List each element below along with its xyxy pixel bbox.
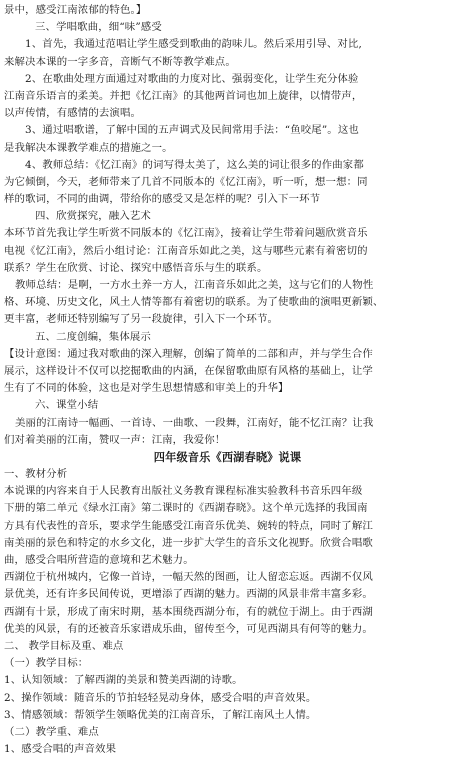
text-line: 美丽的江南诗一幅画、一首诗、一曲歌、一段舞，江南好，能不忆江南？让我	[15, 416, 374, 429]
text-line: 3、情感领域：帮领学生领略优美的江南音乐，了解江南风土人情。	[4, 708, 317, 721]
text-line: 景优美，还有许多民间传说，更增添了西湖的魅力。西湖的风景非常丰富多彩。	[4, 588, 373, 601]
text-line: 下册的第二单元《绿水江南》第二课时的《西湖春晓》。这个单元选择的我国南	[4, 502, 368, 515]
text-line: 更丰富，老师还特别编写了另一段旋律，引入下一个环节。	[4, 313, 279, 326]
text-line: 景中，感受江南浓郁的特色。】	[4, 4, 147, 16]
text-line: 江南音乐语言的柔美。并把《忆江南》的其他两首词也加上旋律，以情带声，	[4, 89, 363, 102]
text-line: 【设计意图：通过我对歌曲的深入理解，创编了简单的二部和声，并与学生合作	[4, 347, 373, 360]
text-line: 曲，感受合唱所营造的意境和艺术魅力。	[4, 554, 194, 566]
text-line: 3、通过唱歌谱，了解中国的五声调式及民间常用手法：“鱼咬尾”。这也	[25, 124, 359, 137]
section-title: 四年级音乐《西湖春晓》说课	[153, 449, 302, 464]
text-line: （二）教学重、难点	[4, 725, 99, 738]
text-line: （一）教学目标：	[4, 657, 89, 670]
text-line: 四、欣赏探究，融入艺术	[35, 210, 151, 223]
text-line: 展示，这样设计不仅可以挖掘歌曲的内涵，在保留歌曲原有风格的基础上，让学	[4, 364, 373, 377]
text-line: 教师总结：是啊，一方水土养一方人，江南音乐如此之美，这与它们的人物性	[15, 279, 374, 291]
text-line: 1、认知领域：了解西湖的美景和赞美西湖的诗歌。	[4, 674, 243, 687]
text-line: 为它倾倒，今天，老师带来了几首不同版本的《忆江南》，听一听，想一想：同	[4, 175, 368, 188]
text-line: 以声传情，有感情的去演唱。	[4, 107, 142, 120]
text-line: 2、在歌曲处理方面通过对歌曲的力度对比、强弱变化，让学生充分体验	[25, 72, 359, 85]
text-line: 五、二度创编，集体展示	[35, 330, 151, 343]
text-line: 一、教材分析	[4, 468, 68, 481]
text-line: 优美的风景，有的还被音乐家谱成乐曲，留传至今，可见西湖具有何等的魅力。	[4, 622, 373, 635]
text-line: 二、 教学目标及重、难点	[4, 639, 124, 652]
text-line: 格、环境、历史文化，风土人情等都有着密切的联系。为了使歌曲的演唱更新颖、	[4, 296, 384, 309]
text-line: 来解决本课的一字多音，音断气不断等教学难点。	[4, 55, 236, 68]
text-line: 本环节首先我让学生听赏不同版本的《忆江南》，接着让学生带着问题欣赏音乐	[4, 227, 368, 240]
text-line: 1、感受合唱的声音效果	[4, 743, 117, 756]
text-line: 方具有代表性的音乐，要求学生能感受江南音乐优美、婉转的特点，同时了解江	[4, 519, 373, 532]
text-line: 4、教师总结：《忆江南》的词写得太美了，这么美的词让很多的作曲家都	[25, 158, 364, 171]
text-line: 联系？学生在欣赏、讨论、探究中感悟音乐与生的联系。	[4, 261, 268, 274]
text-line: 生有了不同的体验，这也是对学生思想情感和审美上的升华】	[4, 382, 289, 395]
text-line: 三、学唱歌曲，细“味”感受	[35, 21, 162, 34]
text-line: 西湖位于杭州城内，它像一首诗，一幅天然的图画，让人留恋忘返。西湖不仅风	[4, 571, 373, 584]
text-line: 六、课堂小结	[35, 399, 99, 412]
text-line: 西湖有十景，形成了南宋时期，基本围绕西湖分布，有的就位于湖上。由于西湖	[4, 605, 373, 618]
text-line: 电视《忆江南》，然后小组讨论：江南音乐如此之美，这与哪些元素有着密切的	[4, 244, 368, 257]
text-line: 南美丽的景色和特定的水乡文化，进一步扩大学生的音乐文化视野。欣赏合唱歌	[4, 536, 373, 549]
text-line: 样的歌词，不同的曲调，带给你的感受又是怎样的呢？引入下一环节	[4, 193, 321, 206]
text-line: 本说课的内容来自于人民教育出版社义务教育课程标准实验教科书音乐四年级	[4, 485, 363, 498]
text-line: 2、操作领域：随音乐的节拍轻轻晃动身体，感受合唱的声音效果。	[4, 691, 317, 704]
text-line: 1、首先，我通过范唱让学生感受到歌曲的韵味儿。然后采用引导、对比,	[25, 38, 362, 51]
text-line: 是我解决本课教学难点的措施之一。	[4, 141, 173, 154]
text-line: 们对着美丽的江南，赞叹一声：江南，我爱你！	[4, 433, 226, 446]
